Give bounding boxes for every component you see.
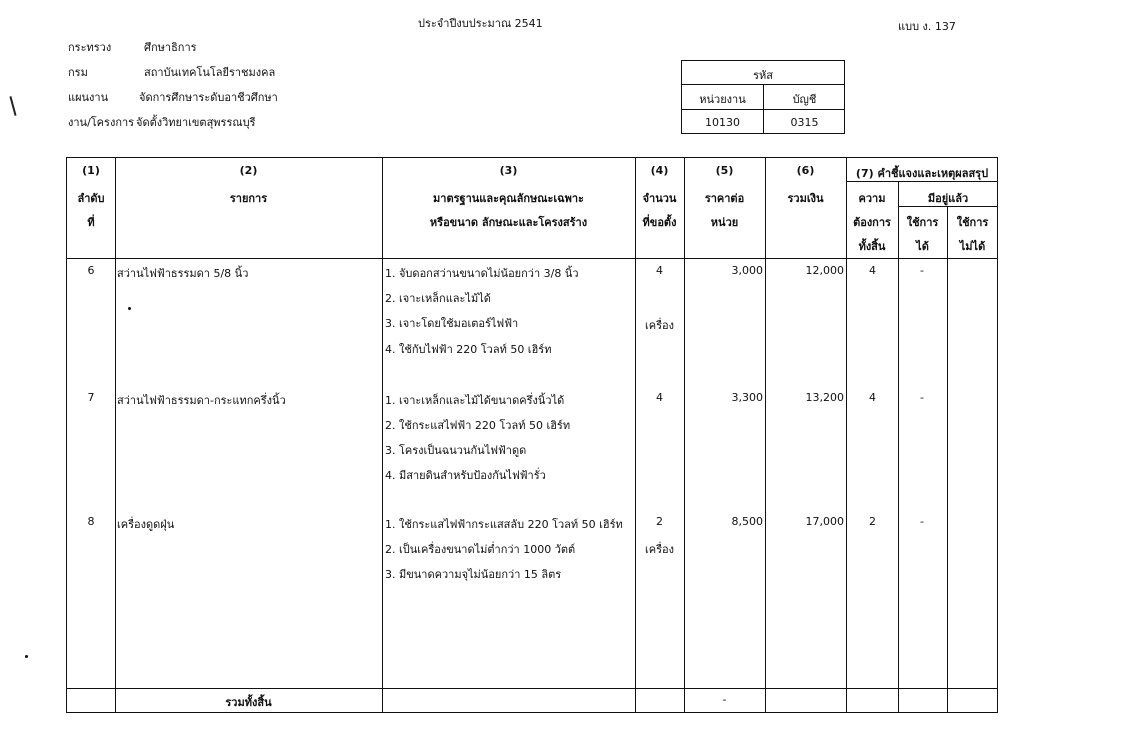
row8-qty: 2 (656, 515, 663, 528)
col-divider (684, 158, 685, 712)
col7-need-1: ความ (858, 192, 886, 205)
col-divider (115, 158, 116, 712)
row8-item: เครื่องดูดฝุ่น (117, 518, 175, 531)
row8-usable: - (920, 515, 924, 528)
row6-total: 12,000 (805, 264, 844, 277)
col5-number: (5) (715, 164, 734, 177)
col7-unusable-1: ใช้การ (956, 216, 989, 229)
col7-usable-2: ได้ (916, 240, 929, 253)
row6-need: 4 (869, 264, 876, 277)
project-label: งาน/โครงการ (68, 116, 135, 129)
row8-no: 8 (87, 515, 95, 528)
row6-spec-4: 4. ใช้กับไฟฟ้า 220 โวลท์ 50 เฮิร์ท (385, 343, 552, 356)
col2-label: รายการ (229, 192, 268, 205)
account-code: 0315 (790, 116, 819, 129)
col5-label-1: ราคาต่อ (704, 192, 745, 205)
total-value: - (722, 693, 727, 706)
col1-label-2: ที่ (87, 216, 95, 229)
row8-spec-1: 1. ใช้กระแสไฟฟ้ากระแสสลับ 220 โวลท์ 50 เฮิร์ท (385, 518, 623, 531)
code-box-title-row (682, 61, 844, 85)
row7-need: 4 (869, 391, 876, 404)
row6-spec-2: 2. เจาะเหล็กและไม้ได้ (385, 292, 491, 305)
row6-usable: - (920, 264, 924, 277)
col-divider (382, 158, 383, 712)
row6-qty-unit: เครื่อง (644, 319, 674, 332)
col1-number: (1) (82, 164, 100, 177)
col3-label-1: มาตรฐานและคุณลักษณะเฉพาะ (433, 192, 584, 205)
col-divider (898, 181, 899, 712)
header-bottom-line (67, 258, 998, 259)
fiscal-year-title: ประจำปีงบประมาณ 2541 (418, 17, 543, 30)
row7-spec-3: 3. โครงเป็นฉนวนกันไฟฟ้าดูด (385, 444, 527, 457)
ministry-value: ศึกษาธิการ (144, 41, 197, 54)
col5-label-2: หน่วย (710, 216, 739, 229)
col7-have: มีอยู่แล้ว (927, 192, 969, 205)
col-divider (947, 207, 948, 712)
row7-usable: - (920, 391, 924, 404)
row7-spec-2: 2. ใช้กระแสไฟฟ้า 220 โวลท์ 50 เฮิร์ท (385, 419, 571, 432)
row6-spec-3: 3. เจาะโดยใช้มอเตอร์ไฟฟ้า (385, 317, 519, 330)
unit-code: 10130 (705, 116, 740, 129)
col4-label-2: ที่ขอตั้ง (642, 216, 677, 229)
total-row-line (67, 688, 998, 689)
col7-need-3: ทั้งสิ้น (858, 240, 886, 253)
col3-label-2: หรือขนาด ลักษณะและโครงสร้าง (429, 216, 588, 229)
col6-label: รวมเงิน (787, 192, 824, 205)
row8-need: 2 (869, 515, 876, 528)
row6-spec-1: 1. จับดอกสว่านขนาดไม่น้อยกว่า 3/8 นิ้ว (385, 267, 579, 280)
row7-no: 7 (87, 391, 95, 404)
row7-total: 13,200 (805, 391, 844, 404)
row7-spec-1: 1. เจาะเหล็กและไม้ได้ขนาดครึ่งนิ้วได้ (385, 394, 565, 407)
account-label: บัญชี (792, 93, 817, 106)
department-value: สถาบันเทคโนโลยีราชมงคล (144, 66, 276, 79)
budget-table (66, 157, 998, 713)
row6-no: 6 (87, 264, 95, 277)
col7-unusable-2: ไม่ได้ (959, 240, 986, 253)
row8-qty-unit: เครื่อง (644, 543, 674, 556)
row8-spec-3: 3. มีขนาดความจุไม่น้อยกว่า 15 ลิตร (385, 568, 562, 581)
col-divider (635, 158, 636, 712)
row8-unit-price: 8,500 (731, 515, 763, 528)
plan-value: จัดการศึกษาระดับอาชีวศึกษา (139, 91, 278, 104)
col3-number: (3) (499, 164, 518, 177)
row7-unit-price: 3,300 (731, 391, 763, 404)
col7-need-2: ต้องการ (853, 216, 891, 229)
total-label: รวมทั้งสิ้น (225, 696, 272, 709)
department-label: กรม (68, 66, 88, 79)
col4-number: (4) (650, 164, 669, 177)
code-box-divider (763, 85, 764, 134)
code-box-title: รหัส (753, 69, 773, 82)
row6-item: สว่านไฟฟ้าธรรมดา 5/8 นิ้ว (117, 267, 249, 280)
col4-label-1: จำนวน (642, 192, 677, 205)
row8-spec-2: 2. เป็นเครื่องขนาดไม่ต่ำกว่า 1000 วัตต์ (385, 543, 576, 556)
row6-unit-price: 3,000 (731, 264, 763, 277)
col2-number: (2) (239, 164, 258, 177)
col6-number: (6) (796, 164, 815, 177)
plan-label: แผนงาน (68, 91, 109, 104)
scan-mark (9, 96, 16, 116)
project-value: จัดตั้งวิทยาเขตสุพรรณบุรี (136, 116, 256, 129)
col7-title: (7) คำชี้แจงและเหตุผลสรุป (855, 167, 989, 180)
row6-qty: 4 (656, 264, 663, 277)
col7-usable-1: ใช้การ (906, 216, 939, 229)
scan-dot (25, 655, 28, 658)
form-number: แบบ ง. 137 (898, 20, 956, 33)
unit-label: หน่วยงาน (699, 93, 746, 106)
code-box (681, 60, 845, 134)
row7-qty: 4 (656, 391, 663, 404)
row8-total: 17,000 (805, 515, 844, 528)
row7-spec-4: 4. มีสายดินสำหรับป้องกันไฟฟ้ารั่ว (385, 469, 546, 482)
row7-item: สว่านไฟฟ้าธรรมดา-กระแทกครึ่งนิ้ว (117, 394, 286, 407)
col-divider (765, 158, 766, 712)
col1-label-1: ลำดับ (77, 192, 105, 205)
ministry-label: กระทรวง (68, 41, 112, 54)
